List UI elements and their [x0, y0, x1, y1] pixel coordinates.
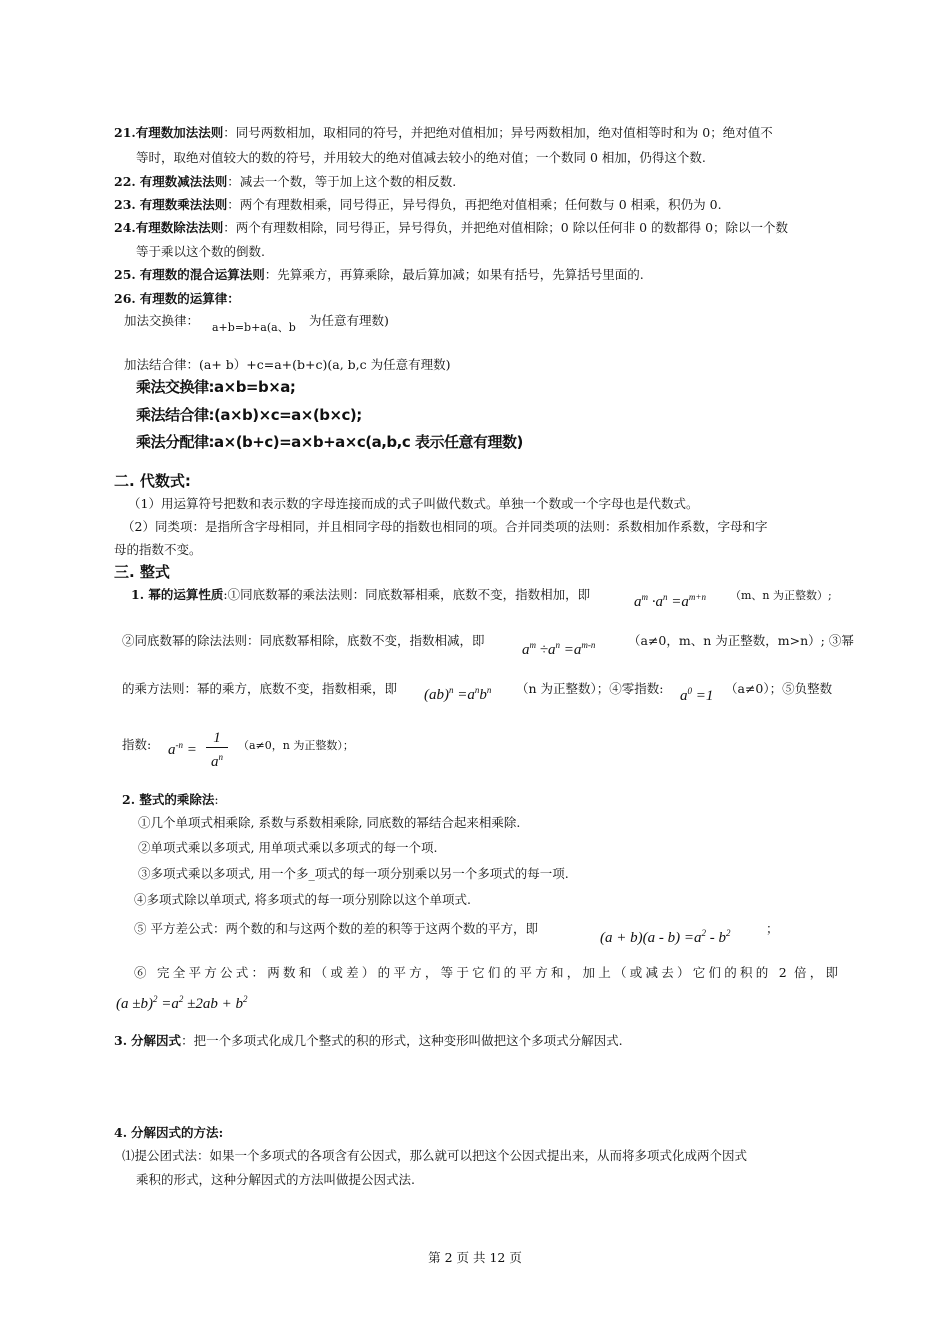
muldiv-item-6: ⑥ 完全平方公式：两数和（或差）的平方，等于它们的平方和，加上（或减去）它们的积的 2 倍，即: [134, 965, 839, 980]
add-commutative-tail: 为任意有理数): [309, 313, 389, 328]
rule-21-text: ：同号两数相加，取相同的符号，并把绝对值相加；异号两数相加，绝对值相等时和为 0；绝对值不: [223, 125, 773, 140]
rule-24: [114, 219, 788, 237]
add-associative: 加法结合律：(a+ b）+c=a+(b+c)(a, b,c 为任意有理数): [124, 357, 451, 372]
rule-23-title: 有理数乘法法则: [139, 197, 228, 212]
formula-power-of-product: $(ab)^n =a^nb^n$: [424, 685, 492, 703]
add-commutative-formula: a+b=b+a(a、b: [212, 321, 296, 334]
muldiv-item-2: ②单项式乘以多项式, 用单项式乘以多项式的每一个项.: [138, 840, 438, 855]
formula-negative-exponent-fraction: $\frac{1}{a^n}$: [206, 730, 228, 771]
mul-commutative: 乘法交换律:a×b=b×a;: [136, 378, 296, 396]
mul-distributive: 乘法分配律:a×(b+c)=a×b+a×c(a,b,c 表示任意有理数): [136, 433, 523, 451]
factor-methods-number: 4.: [114, 1125, 128, 1140]
power-l3-tail: （a≠0）；⑤负整数: [725, 681, 833, 696]
rule-22-title: 有理数减法法则: [139, 174, 228, 189]
power-l3-mid: （n 为正整数）；④零指数:: [516, 681, 664, 696]
rule-25-number: 25.: [114, 267, 136, 282]
factorization-definition: [114, 1032, 623, 1050]
formula-product-rule: $a^m \cdot a^n =a^{m+n}$: [634, 592, 706, 610]
page-footer: 第 2 页 共 12 页: [428, 1250, 522, 1265]
factorization-number: 3.: [114, 1033, 128, 1048]
power-line-2: ②同底数幂的除法法则：同底数幂相除，底数不变，指数相减，即: [122, 633, 485, 648]
factorization-text: ：把一个多项式化成几个整式的积的形式，这种变形叫做把这个多项式分解因式.: [181, 1033, 623, 1048]
formula-difference-of-squares: $(a + b)(a - b) =a^2 - b^2$: [600, 928, 731, 946]
factor-methods-colon: :: [218, 1125, 224, 1140]
power-l1-tail: （m、n 为正整数）;: [730, 589, 832, 602]
factor-methods-title: 分解因式的方法: [131, 1125, 219, 1140]
factor-method-1a: ⑴提公团式法：如果一个多项式的各项含有公因式，那么就可以把这个公因式提出来，从而将多项式化成两个因式: [122, 1148, 748, 1163]
mul-associative: 乘法结合律:(a×b)×c=a×(b×c);: [136, 406, 362, 424]
rule-22-number: 22.: [114, 174, 136, 189]
section-3-heading: 三. 整式: [114, 563, 170, 581]
power-title: 1. 幂的运算性质: [131, 587, 224, 602]
formula-negative-exponent-lhs: $a^{-n}$ =: [168, 740, 197, 758]
rule-24-title: 有理数除法法则: [135, 220, 224, 235]
rule-24-text: ：两个有理数相除，同号得正，异号得负，并把绝对值相除；0 除以任何非 0 的数都得 0；除以一个数: [223, 220, 789, 235]
rule-23: [114, 196, 722, 214]
rule-21: [114, 124, 773, 142]
power-line-1: [131, 585, 590, 603]
section-2-p2a: （2）同类项：是指所含字母相同，并且相同字母的指数也相同的项。合并同类项的法则：系数相加作系数，字母和字: [122, 519, 768, 534]
power-l1: :①同底数幂的乘法法则：同底数幂相乘，底数不变，指数相加，即: [223, 587, 591, 602]
section-2-p1: （1）用运算符号把数和表示数的字母连接而成的式子叫做代数式。单独一个数或一个字母也是代数式。: [128, 496, 699, 511]
rule-26: [114, 290, 240, 308]
formula-quotient-rule: $a^m \div a^n =a^{m-n}$: [522, 640, 596, 658]
power-l4-tail: （a≠0，n 为正整数）；: [238, 739, 354, 752]
section-2-p2b: 母的指数不变。: [114, 542, 202, 557]
section-2-heading: 二. 代数式:: [114, 472, 191, 490]
rule-23-text: ：两个有理数相乘，同号得正，异号得负，再把绝对值相乘；任何数与 0 相乘，积仍为 0.: [227, 197, 722, 212]
muldiv-item-5-tail: ；: [766, 921, 779, 936]
factor-method-1b: 乘积的形式，这种分解因式的方法叫做提公因式法.: [136, 1172, 415, 1187]
rule-21-cont: 等时，取绝对值较大的数的符号，并用较大的绝对值减去较小的绝对值；一个数同 0 相加，仍得这个数.: [136, 150, 706, 165]
rule-22: [114, 173, 456, 191]
rule-24-cont: 等于乘以这个数的倒数.: [136, 244, 265, 259]
power-line-4: 指数:: [122, 737, 152, 752]
muldiv-item-5: ⑤ 平方差公式：两个数的和与这两个数的差的积等于这两个数的平方，即: [134, 921, 538, 936]
rule-26-colon: ：: [227, 291, 240, 306]
muldiv-item-4: ④多项式除以单项式, 将多项式的每一项分别除以这个单项式.: [134, 892, 471, 907]
muldiv-item-3: ③多项式乘以多项式, 用一个多_项式的每一项分别乘以另一个多项式的每一项.: [138, 866, 569, 881]
factor-methods-heading: [114, 1124, 223, 1142]
formula-perfect-square: $(a \pm b)^2 =a^2 \pm 2ab + b^2$: [116, 994, 248, 1012]
rule-23-number: 23.: [114, 197, 136, 212]
factorization-title: 分解因式: [131, 1033, 182, 1048]
rule-21-number: 21.: [114, 125, 136, 140]
formula-zero-exponent: $a^0 =1$: [680, 686, 714, 704]
rule-26-number: 26.: [114, 291, 136, 306]
rule-22-text: ：减去一个数，等于加上这个数的相反数.: [227, 174, 457, 189]
add-commutative-label: 加法交换律：: [124, 313, 200, 328]
muldiv-title: 2. 整式的乘除法: [122, 792, 215, 807]
power-line-3: 的乘方法则：幂的乘方，底数不变，指数相乘，即: [122, 681, 398, 696]
rule-25-text: ：先算乘方，再算乘除，最后算加减；如果有括号，先算括号里面的.: [264, 267, 644, 282]
rule-21-title: 有理数加法法则: [135, 125, 224, 140]
rule-25-title: 有理数的混合运算法则: [139, 267, 265, 282]
muldiv-colon: :: [214, 792, 219, 807]
rule-26-title: 有理数的运算律: [139, 291, 228, 306]
muldiv-heading: [122, 790, 219, 808]
rule-25: [114, 266, 644, 284]
rule-24-number: 24.: [114, 220, 136, 235]
muldiv-item-1: ①几个单项式相乘除, 系数与系数相乘除, 同底数的幂结合起来相乘除.: [138, 815, 521, 830]
power-l2-tail: （a≠0，m、n 为正整数，m>n）; ③幂: [628, 633, 854, 648]
